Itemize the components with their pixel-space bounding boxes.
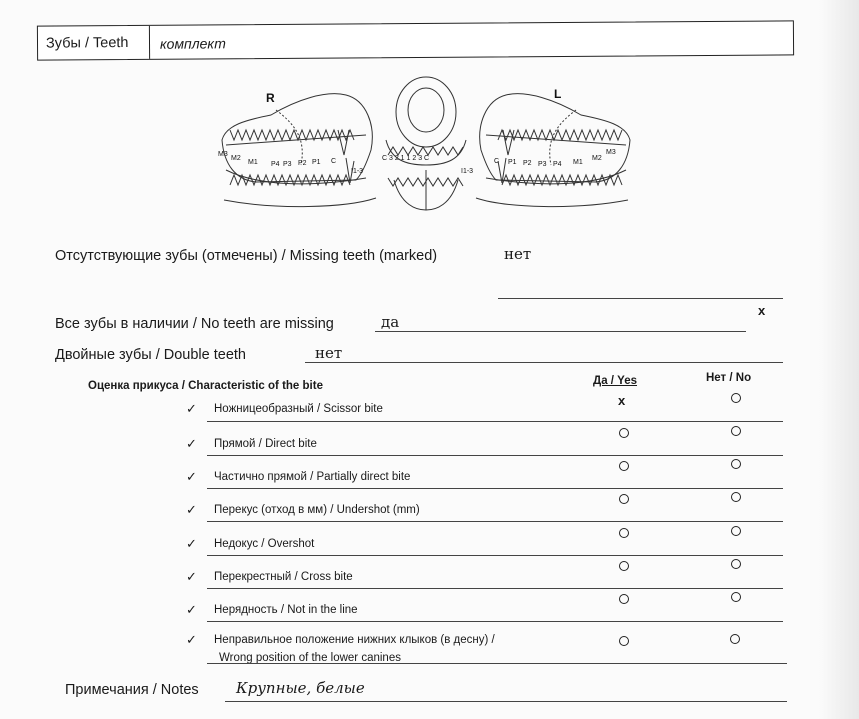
tooth-label-l-p3: P3 [538,161,547,168]
extra-x-mark: x [758,303,766,318]
left-side-label: L [554,87,562,101]
yes-circle[interactable] [619,561,629,571]
tooth-label-r-m2: M2 [231,155,241,162]
checkmark-icon: ✓ [186,602,197,617]
no-circle[interactable] [731,426,741,436]
checkmark-icon: ✓ [186,469,197,484]
tooth-label-l-c: C [494,158,500,165]
tooth-label-l-m1: M1 [573,159,583,166]
checkmark-icon: ✓ [186,401,197,416]
yes-circle[interactable] [619,461,629,471]
all-present-label: Все зубы в наличии / No teeth are missing [55,316,334,332]
tooth-label-r-m1: M1 [248,159,258,166]
double-teeth-underline [305,362,783,363]
missing-teeth-label: Отсутствующие зубы (отмечены) / Missing teeth (marked) [55,248,438,264]
double-teeth-value: нет [315,344,343,362]
all-present-value: да [381,313,400,331]
no-circle[interactable] [730,634,740,644]
tooth-label-r-i: I1-3 [351,168,364,175]
bite-row-label-2: Wrong position of the lower canines [219,652,401,664]
yes-circle[interactable] [619,528,629,538]
front-teeth-labels: C 3 2 1 1 2 3 C [382,155,430,162]
col-no-header: Нет / No [706,372,752,384]
tooth-label-r-p3: P3 [283,161,292,168]
bite-row-underline [207,521,783,522]
col-yes-header: Да / Yes [593,375,638,387]
tooth-label-l-i: I1-3 [461,168,474,175]
bite-row-underline [207,555,783,556]
tooth-label-l-m2: M2 [592,155,602,162]
yes-circle[interactable] [619,494,629,504]
tooth-label-l-m3: M3 [606,149,616,156]
bite-row-label: Перекус (отход в мм) / Undershot (mm) [214,504,420,516]
yes-circle[interactable] [619,594,629,604]
teeth-label: Зубы / Teeth [38,26,150,60]
checkmark-icon: ✓ [186,569,197,584]
dental-diagram [216,70,636,218]
bite-row-underline [207,455,783,456]
checkmark-icon: ✓ [186,502,197,517]
no-circle[interactable] [731,459,741,469]
missing-teeth-value: нет [504,245,532,263]
bite-row-label: Недокус / Overshot [214,538,315,550]
yes-circle[interactable] [619,636,629,646]
yes-circle[interactable] [619,428,629,438]
underline-extra [498,298,783,299]
tooth-label-r-p2: P2 [298,160,307,167]
tooth-label-r-m3: M3 [218,151,228,158]
bite-row-label: Перекрестный / Cross bite [214,571,353,583]
bite-row-label: Прямой / Direct bite [214,438,317,450]
right-side-label: R [266,91,275,105]
notes-underline [225,701,787,702]
no-circle[interactable] [731,592,741,602]
bite-row-label: Неправильное положение нижних клыков (в десну) / [214,634,495,646]
no-circle[interactable] [731,526,741,536]
bite-row-underline [207,488,783,489]
tooth-label-r-c: C [331,158,337,165]
all-present-underline [375,331,746,332]
tooth-label-r-p4: P4 [271,161,280,168]
checkmark-icon: ✓ [186,632,197,647]
bite-row-underline [207,421,783,422]
bite-row-underline [207,663,787,664]
no-circle[interactable] [731,393,741,403]
bite-section-title: Оценка прикуса / Characteristic of the bite [88,380,323,392]
double-teeth-label: Двойные зубы / Double teeth [55,347,246,363]
notes-label: Примечания / Notes [65,682,199,698]
yes-x-mark: x [618,393,626,408]
bite-row-underline [207,621,783,622]
bite-row-label: Нерядность / Not in the line [214,604,358,616]
bite-row-underline [207,588,783,589]
no-circle[interactable] [731,492,741,502]
teeth-value: комплект [159,35,226,52]
bite-row-label: Ножницеобразный / Scissor bite [214,403,383,415]
checkmark-icon: ✓ [186,536,197,551]
page-edge-shadow [819,0,859,719]
tooth-label-l-p2: P2 [523,160,532,167]
bite-row-label: Частично прямой / Partially direct bite [214,471,411,483]
teeth-header-box [37,20,794,60]
tooth-label-l-p1: P1 [508,159,517,166]
tooth-label-r-p1: P1 [312,159,321,166]
tooth-label-l-p4: P4 [553,161,562,168]
no-circle[interactable] [731,559,741,569]
notes-value: Крупные, белые [236,679,365,697]
checkmark-icon: ✓ [186,436,197,451]
